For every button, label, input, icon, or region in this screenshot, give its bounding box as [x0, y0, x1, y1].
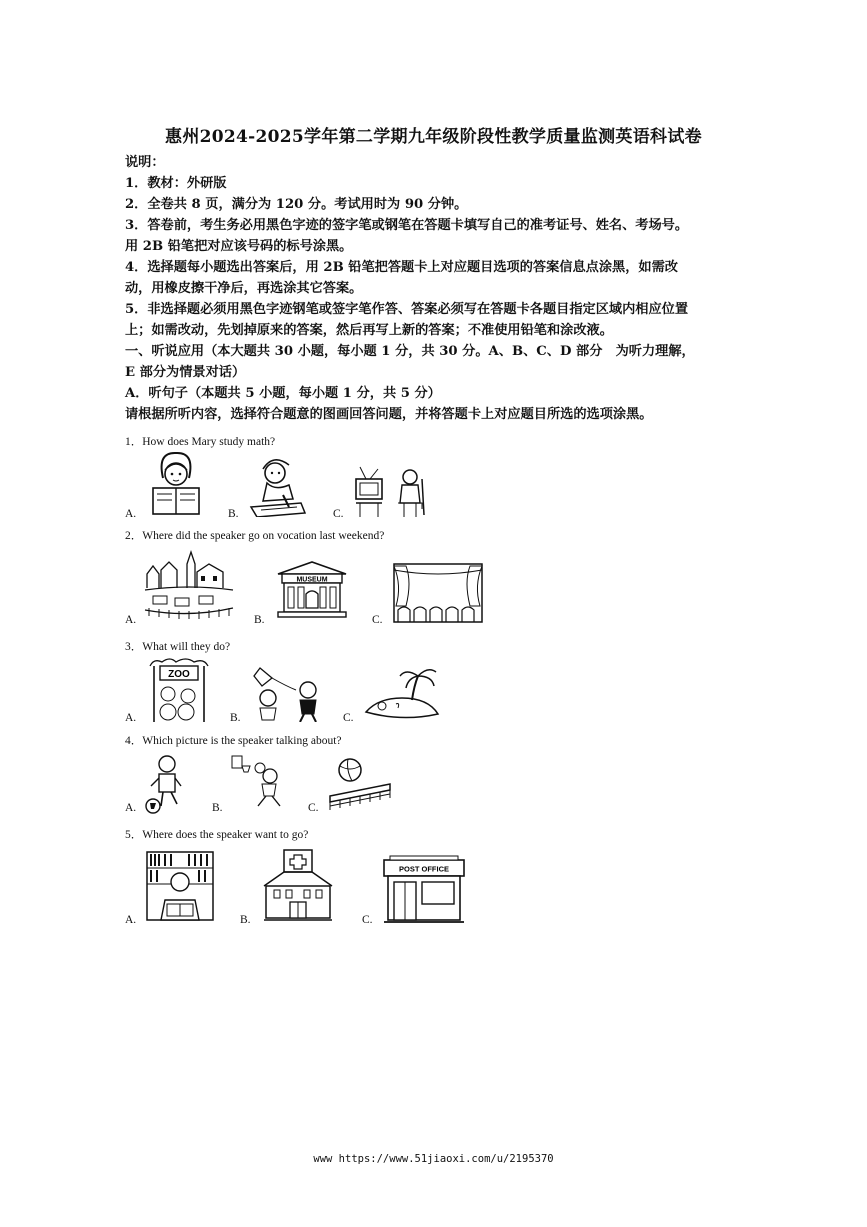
museum-picture: [276, 560, 348, 618]
question-2: 2．Where did the speaker go on vocation last weekend?: [125, 530, 385, 542]
post-office-sign: POST OFFICE: [398, 864, 450, 874]
note-item: 4．选择题每小题选出答案后，用 2B 铅笔把答题卡上对应题目选项的答案信息点涂黑，如需改动，用橡皮擦干净后，再选涂其它答案。: [125, 260, 678, 296]
exam-title: 惠州2024-2025学年第二学期九年级阶段性教学质量监测英语科试卷: [165, 127, 702, 147]
option-label: B.: [212, 802, 223, 814]
option-label: B.: [240, 914, 251, 926]
girl-reading-book-picture: [145, 450, 207, 518]
option-label: A.: [125, 614, 137, 626]
zoo-picture: [146, 656, 212, 724]
option-label: A.: [125, 508, 137, 520]
option-label: C.: [333, 508, 344, 520]
footer-url[interactable]: www https://www.51jiaoxi.com/u/2195370: [313, 1153, 554, 1165]
instructions-block: [125, 152, 695, 425]
hospital-picture: [262, 848, 334, 922]
question-1: 1．How does Mary study math?: [125, 436, 276, 448]
note-item: 3．答卷前，考生务必用黑色字迹的签字笔或钢笔在答题卡填写自己的准考证号、姓名、考场号。用 2B 铅笔把对应该号码的标号涂黑。: [125, 218, 689, 254]
farm-village-picture: [143, 548, 235, 620]
flying-kites-picture: [252, 664, 324, 722]
basketball-picture: [230, 754, 286, 810]
theater-picture: [392, 562, 484, 624]
option-label: A.: [125, 914, 137, 926]
volleyball-net-picture: [328, 756, 392, 812]
zoo-sign: ZOO: [168, 669, 190, 680]
post-office-picture: [382, 854, 466, 924]
option-label: C.: [362, 914, 373, 926]
island-picture: [362, 664, 442, 722]
option-label: B.: [230, 712, 241, 724]
part-a-heading: A．听句子（本题共 5 小题，每小题 1 分，共 5 分）: [125, 386, 441, 401]
girl-watching-tv-picture: [352, 465, 432, 519]
option-label: B.: [254, 614, 265, 626]
option-label: A.: [125, 802, 137, 814]
museum-sign: MUSEUM: [296, 576, 328, 584]
option-label: C.: [308, 802, 319, 814]
question-3: 3．What will they do?: [125, 641, 231, 653]
note-item: 1．教材：外研版: [125, 176, 227, 191]
question-5: 5．Where does the speaker want to go?: [125, 829, 309, 841]
option-label: C.: [372, 614, 383, 626]
notes-heading: 说明：: [125, 155, 165, 170]
library-picture: [145, 850, 215, 922]
option-label: A.: [125, 712, 137, 724]
option-label: B.: [228, 508, 239, 520]
girl-writing-picture: [243, 455, 311, 517]
section-heading: 一、听说应用（本大题共 30 小题，每小题 1 分，共 30 分。A、B、C、D 部分 为听力理解，E 部分为情景对话）: [125, 344, 695, 380]
option-label: C.: [343, 712, 354, 724]
boy-playing-soccer-picture: [145, 754, 187, 814]
note-item: 5．非选择题必须用黑色字迹钢笔或签字笔作答、答案必须写在答题卡各题目指定区域内相应位置上；如需改动，先划掉原来的答案，然后再写上新的答案；不准使用铅笔和涂改液。: [125, 302, 689, 338]
question-4: 4．Which picture is the speaker talking about?: [125, 735, 342, 747]
part-a-instruction: 请根据所听内容，选择符合题意的图画回答问题，并将答题卡上对应题目所选的选项涂黑。: [125, 407, 653, 422]
note-item: 2．全卷共 8 页，满分为 120 分。考试用时为 90 分钟。: [125, 197, 468, 212]
